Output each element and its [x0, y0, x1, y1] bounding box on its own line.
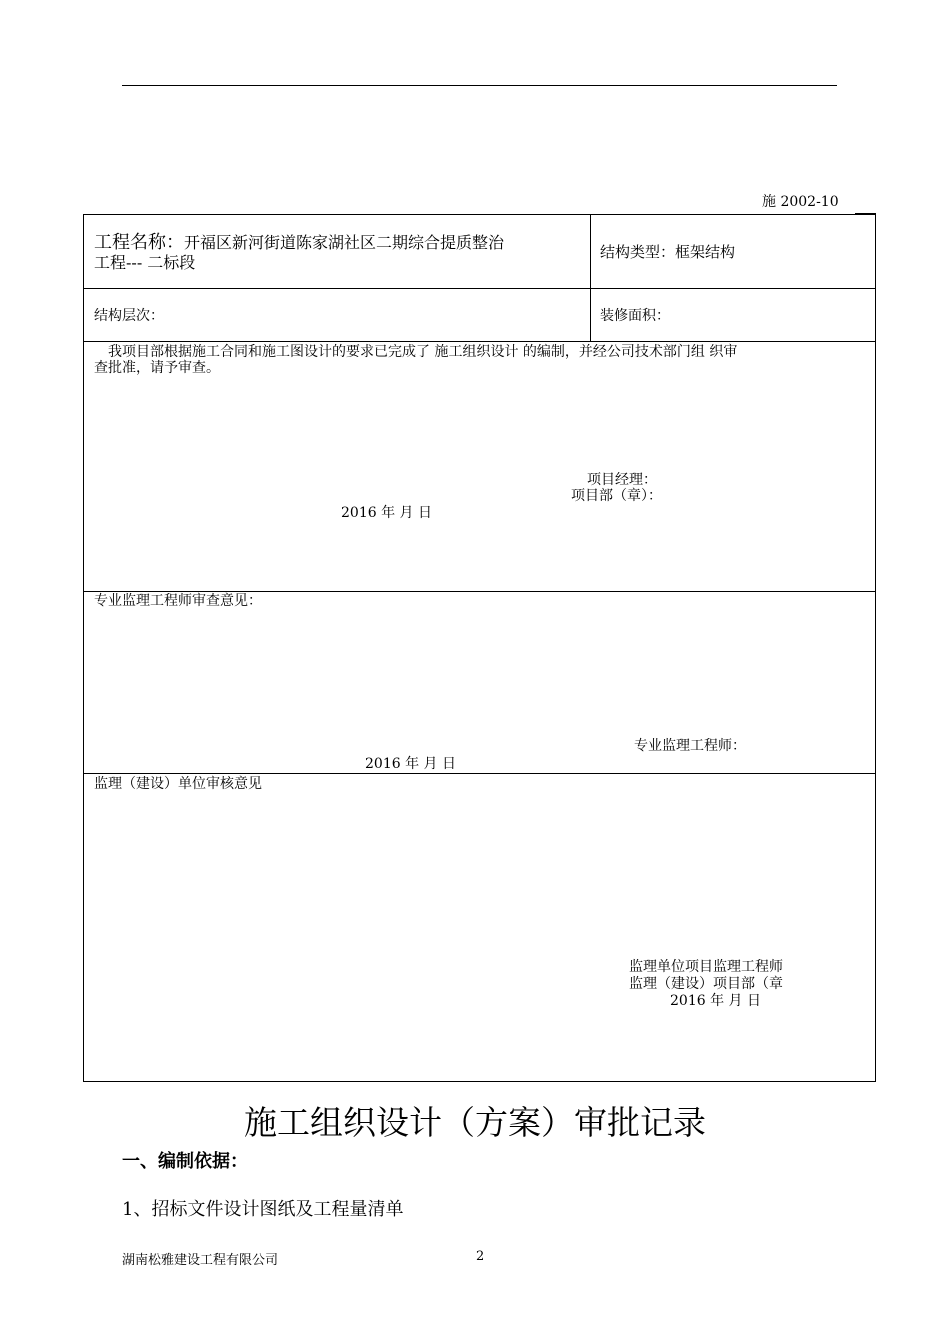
- project-name: [94, 233, 504, 273]
- application-line1: 我项目部根据施工合同和施工图设计的要求已完成了 施工组织设计 的编制，并经公司技术部门组 织审: [108, 344, 738, 360]
- application-line2: 查批准，请予审查。: [94, 360, 220, 376]
- row-divider-2: [84, 341, 875, 342]
- engineer-review-date: 2016 年 月 日: [365, 756, 456, 772]
- unit-signer2: 监理（建设）项目部（章: [629, 976, 783, 992]
- application-date: 2016 年 月 日: [341, 505, 432, 521]
- engineer-signer: 专业监理工程师：: [634, 738, 746, 754]
- project-name-label: 工程名称：: [94, 232, 184, 253]
- project-manager: 项目经理：: [587, 472, 657, 488]
- approval-form: [83, 214, 876, 1082]
- structure-type: 结构类型：框架结构: [600, 243, 736, 261]
- unit-review-date: 2016 年 月 日: [670, 993, 761, 1009]
- footer-company: 湖南松雅建设工程有限公司: [122, 1253, 279, 1268]
- project-name-line1: 开福区新河街道陈家湖社区二期综合提质整治: [184, 233, 505, 252]
- document-title: 施工组织设计（方案）审批记录: [244, 1103, 706, 1142]
- engineer-review-label: 专业监理工程师审查意见：: [94, 593, 262, 609]
- structure-levels: 结构层次：: [94, 308, 164, 324]
- project-dept-seal: 项目部（章）：: [571, 488, 662, 504]
- section-heading: 一、编制依据：: [122, 1151, 248, 1172]
- row-divider-3: [84, 591, 875, 592]
- header-rule: [122, 85, 837, 86]
- project-name-line2: 工程--- 二标段: [94, 253, 196, 272]
- form-code: 施 2002-10: [762, 194, 839, 210]
- basis-item: 1、招标文件设计图纸及工程量清单: [122, 1199, 404, 1220]
- decoration-area: 装修面积：: [600, 308, 670, 324]
- row-divider-4: [84, 773, 875, 774]
- column-divider: [590, 215, 591, 341]
- page-number: 2: [476, 1249, 485, 1264]
- unit-review-label: 监理（建设）单位审核意见: [94, 776, 262, 792]
- row-divider-1: [84, 288, 875, 289]
- unit-signer1: 监理单位项目监理工程师: [629, 959, 783, 975]
